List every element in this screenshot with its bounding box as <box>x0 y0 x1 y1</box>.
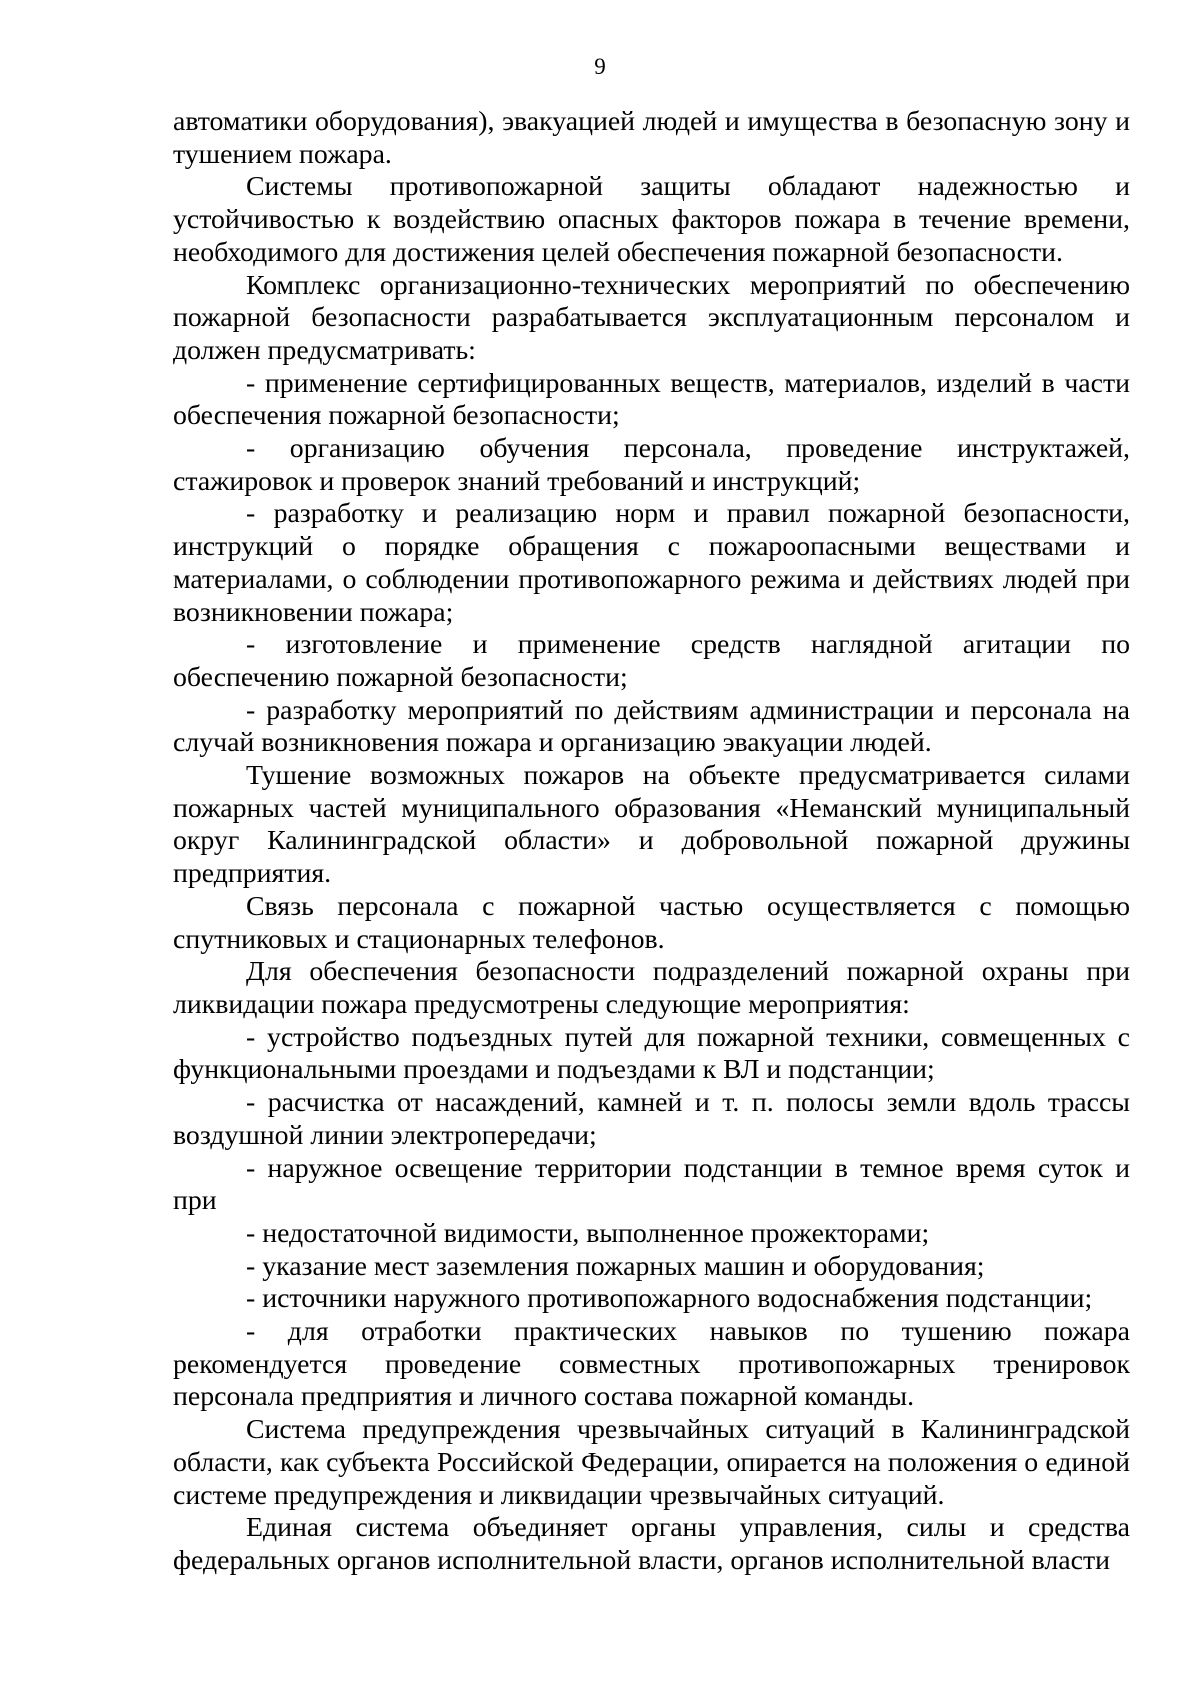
list-item-visual-agitation: - изготовление и применение средств наглядной агитации по обеспечению пожарной безопасности; <box>173 629 1130 693</box>
list-item-access-roads: - устройство подъездных путей для пожарной техники, совмещенных с функциональными проездами и подъездами к ВЛ и подстанции; <box>173 1021 1130 1086</box>
list-item-grounding-points: - указание мест заземления пожарных машин и оборудования; <box>246 1250 985 1282</box>
list-item-low-visibility: - недостаточной видимости, выполненное прожекторами; <box>246 1217 930 1249</box>
list-item-outdoor-lighting: - наружное освещение территории подстанции в темное время суток и при <box>173 1152 1130 1217</box>
list-item-joint-drills: - для отработки практических навыков по тушению пожара рекомендуется проведение совместных противопожарных тренировок персонала предприятия и личного состава пожарной команды. <box>173 1316 1130 1413</box>
list-item-clearing-strip: - расчистка от насаждений, камней и т. п. полосы земли вдоль трассы воздушной линии электропередачи; <box>173 1087 1130 1151</box>
list-item-certified-materials: - применение сертифицированных веществ, материалов, изделий в части обеспечения пожарной безопасности; <box>173 367 1130 432</box>
paragraph-continuation: автоматики оборудования), эвакуацией людей и имущества в безопасную зону и тушением пожара. <box>173 106 1130 170</box>
list-item-water-supply: - источники наружного противопожарного водоснабжения подстанции; <box>246 1283 1093 1315</box>
paragraph-fire-protection-systems: Системы противопожарной защиты обладают надежностью и устойчивостью к воздействию опасных факторов пожара в течение времени, необходимого для достижения целей обеспечения пожарной безопасности. <box>173 171 1130 268</box>
paragraph-measures-complex: Комплекс организационно-технических мероприятий по обеспечению пожарной безопасности разрабатывается эксплуатационным персоналом и должен предусматривать: <box>173 269 1130 366</box>
list-item-staff-training: - организацию обучения персонала, проведение инструктажей, стажировок и проверок знаний требований и инструкций; <box>173 433 1130 497</box>
paragraph-communication: Связь персонала с пожарной частью осуществляется с помощью спутниковых и стационарных телефонов. <box>173 890 1130 955</box>
paragraph-emergency-prevention-system: Система предупреждения чрезвычайных ситуаций в Калининградской области, как субъекта Российской Федерации, опирается на положения о единой системе предупреждения и ликвидации чрезвычайных ситуаций. <box>173 1414 1130 1511</box>
paragraph-fire-brigade-safety: Для обеспечения безопасности подразделений пожарной охраны при ликвидации пожара предусмотрены следующие мероприятия: <box>173 956 1130 1020</box>
paragraph-unified-system: Единая система объединяет органы управления, силы и средства федеральных органов исполнительной власти, органов исполнительной власти <box>173 1512 1130 1576</box>
list-item-emergency-actions: - разработку мероприятий по действиям администрации и персонала на случай возникновения пожара и организацию эвакуации людей. <box>173 694 1130 759</box>
page-number: 9 <box>594 54 606 79</box>
paragraph-firefighting-forces: Тушение возможных пожаров на объекте предусматривается силами пожарных частей муниципального образования «Неманский муниципальный округ Калининградской области» и добровольной пожарной дружины предприятия. <box>173 760 1130 890</box>
list-item-safety-rules: - разработку и реализацию норм и правил пожарной безопасности, инструкций о порядке обращения с пожароопасными веществами и материалами, о соблюдении противопожарного режима и действиях людей при возникновении пожара; <box>173 498 1130 628</box>
document-body <box>173 106 1130 1578</box>
